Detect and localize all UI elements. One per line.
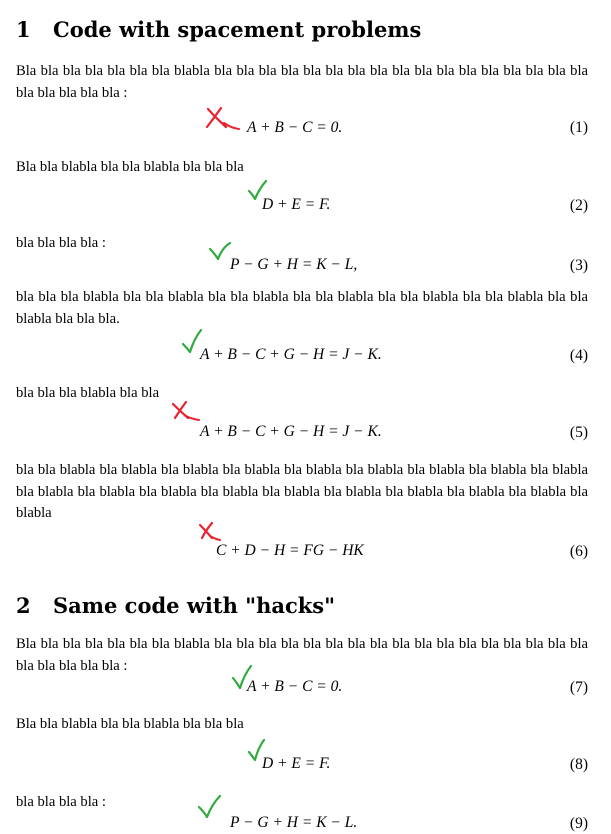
paragraph: bla bla blabla bla blabla bla blabla bla blabla bla blabla bla blabla bla blabla bla blabla bla blabla bla blabla bla blabla bla blabla bla blabla bla blabla bla blabla bla blabla bla blabla bla blabla bla blabla	[16, 462, 588, 521]
equation: D + E = F.	[262, 755, 331, 772]
equation-number: (2)	[569, 197, 588, 214]
paragraph: bla bla bla bla :	[16, 794, 106, 810]
equation-number: (3)	[569, 257, 588, 274]
equation: A + B − C + G − H = J − K.	[200, 346, 382, 363]
section-heading-2	[16, 593, 335, 619]
paragraph: bla bla bla blabla bla bla blabla bla bla blabla bla bla blabla bla bla blabla bla bla blabla bla bla blabla bla bla bla.	[16, 289, 588, 327]
equation: A + B − C + G − H = J − K.	[200, 423, 382, 440]
section-number: 2	[16, 593, 31, 618]
red-cross-mark-icon	[170, 400, 202, 422]
green-check-mark-icon	[208, 240, 232, 262]
red-cross-mark-icon	[204, 106, 242, 130]
paragraph: bla bla bla bla :	[16, 235, 106, 251]
equation: C + D − H = FG − HK	[216, 542, 364, 559]
section-number: 1	[16, 17, 31, 42]
equation-number: (7)	[569, 679, 588, 696]
paragraph: bla bla bla blabla bla bla	[16, 385, 160, 401]
red-cross-mark-icon	[197, 521, 223, 543]
equation-number: (1)	[569, 119, 588, 136]
equation: P − G + H = K − L.	[230, 814, 358, 831]
section-title: Same code with "hacks"	[53, 593, 336, 618]
equation: A + B − C = 0.	[247, 119, 343, 136]
equation: A + B − C = 0.	[247, 678, 343, 695]
paragraph: Bla bla blabla bla bla blabla bla bla bla	[16, 159, 244, 175]
equation: D + E = F.	[262, 196, 331, 213]
equation: P − G + H = K − L,	[230, 256, 358, 273]
section-title: Code with spacement problems	[53, 17, 422, 42]
paragraph: Bla bla bla bla bla bla bla blabla bla bla bla bla bla bla bla bla bla bla bla bla bla bla bla bla bla bla bla bla bla bla :	[16, 636, 588, 674]
equation-number: (5)	[569, 424, 588, 441]
section-heading-1	[16, 17, 421, 43]
equation-number: (4)	[569, 347, 588, 364]
equation-number: (9)	[569, 815, 588, 832]
paragraph: Bla bla blabla bla bla blabla bla bla bla	[16, 716, 244, 732]
equation-number: (6)	[569, 543, 588, 560]
equation-number: (8)	[569, 756, 588, 773]
paragraph: Bla bla bla bla bla bla bla blabla bla bla bla bla bla bla bla bla bla bla bla bla bla bla bla bla bla bla bla bla bla bla :	[16, 63, 588, 101]
green-check-mark-icon	[197, 794, 223, 820]
